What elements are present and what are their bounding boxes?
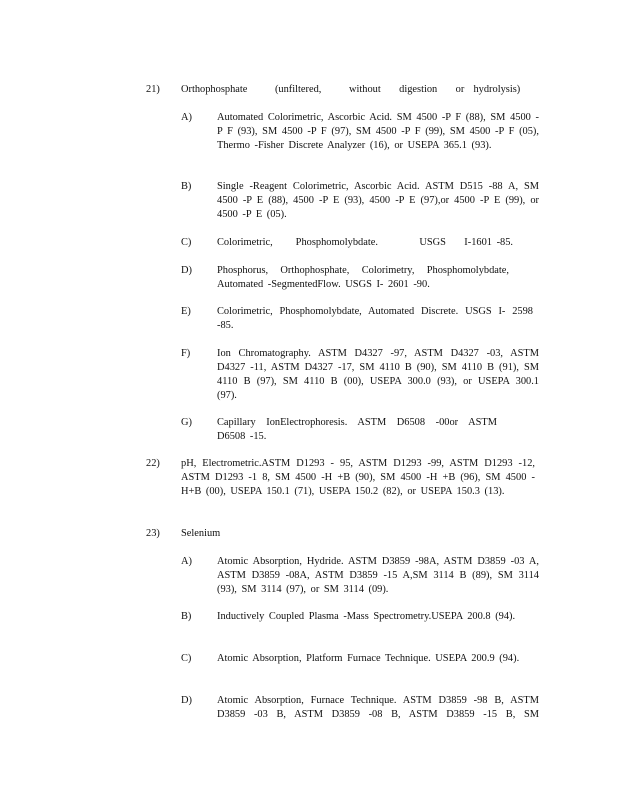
item-21-sub-e-text: Colorimetric, Phosphomolybdate, Automated Discrete. USGS I- 2598 -85. bbox=[217, 306, 533, 331]
item-21-sub-g-text: Capillary IonElectrophoresis. ASTM D6508 -00or ASTM D6508 -15. bbox=[217, 417, 497, 442]
item-21-sub-f-letter: F) bbox=[181, 348, 191, 359]
item-21-sub-a-text: Automated Colorimetric, Ascorbic Acid. SM 4500 -P F (88), SM 4500 -P F (93), SM 4500 -P F (97), SM 4500 -P F (99), SM 4500 -P F (05), Thermo -Fisher Discrete Analyzer (16), or USEPA 365.1 (93). bbox=[217, 112, 539, 151]
item-21-sub-g-letter: G) bbox=[181, 417, 192, 428]
item-23-sub-c-letter: C) bbox=[181, 653, 192, 664]
item-23-sub-d-letter: D) bbox=[181, 695, 192, 706]
item-21-sub-b-letter: B) bbox=[181, 181, 192, 192]
item-21-sub-c-letter: C) bbox=[181, 237, 192, 248]
item-23-title: Selenium bbox=[181, 528, 221, 539]
item-22-number: 22) bbox=[146, 458, 160, 469]
item-23-sub-a-letter: A) bbox=[181, 556, 192, 567]
item-23-sub-c-text: Atomic Absorption, Platform Furnace Technique. USEPA 200.9 (94). bbox=[217, 653, 520, 664]
item-21-sub-f-text: Ion Chromatography. ASTM D4327 -97, ASTM D4327 -03, ASTM D4327 -11, ASTM D4327 -17, SM 4110 B (90), SM 4110 B (91), SM 4110 B (97), SM 4110 B (00), USEPA 300.0 (93), or USEPA 300.1 (97). bbox=[217, 348, 539, 401]
item-23-sub-a-text: Atomic Absorption, Hydride. ASTM D3859 -98A, ASTM D3859 -03 A, ASTM D3859 -08A, ASTM D3859 -15 A,SM 3114 B (89), SM 3114 (93), SM 3114 (97), or SM 3114 (09). bbox=[217, 556, 539, 595]
item-23-sub-b-letter: B) bbox=[181, 611, 192, 622]
item-23-number: 23) bbox=[146, 528, 160, 539]
item-21-sub-c-text: Colorimetric, Phosphomolybdate. USGS I-1601 -85. bbox=[217, 237, 514, 248]
item-23-sub-b-text: Inductively Coupled Plasma -Mass Spectrometry.USEPA 200.8 (94). bbox=[217, 611, 516, 622]
item-21-sub-b-text: Single -Reagent Colorimetric, Ascorbic Acid. ASTM D515 -88 A, SM 4500 -P E (88), 4500 -P E (93), 4500 -P E (97),or 4500 -P E (99), or 4500 -P E (05). bbox=[217, 181, 539, 220]
item-21-number: 21) bbox=[146, 84, 160, 95]
item-21-sub-d-letter: D) bbox=[181, 265, 192, 276]
item-21-sub-e-letter: E) bbox=[181, 306, 191, 317]
item-21-sub-d-text: Phosphorus, Orthophosphate, Colorimetry, Phosphomolybdate, Automated -SegmentedFlow. USGS I- 2601 -90. bbox=[217, 265, 509, 290]
item-21-sub-a-letter: A) bbox=[181, 112, 192, 123]
item-23-sub-d-text: Atomic Absorption, Furnace Technique. ASTM D3859 -98 B, ASTM D3859 -03 B, ASTM D3859 -08 B, ASTM D3859 -15 B, SM bbox=[217, 695, 539, 720]
item-21-title: Orthophosphate (unfiltered, without digestion or hydrolysis) bbox=[181, 84, 521, 95]
item-22-text: pH, Electrometric.ASTM D1293 - 95, ASTM D1293 -99, ASTM D1293 -12, ASTM D1293 -1 8, SM 4500 -H +B (90), SM 4500 -H +B (96), SM 4500 -H+B (00), USEPA 150.1 (71), USEPA 150.2 (82), or USEPA 150.3 (13). bbox=[181, 458, 535, 497]
